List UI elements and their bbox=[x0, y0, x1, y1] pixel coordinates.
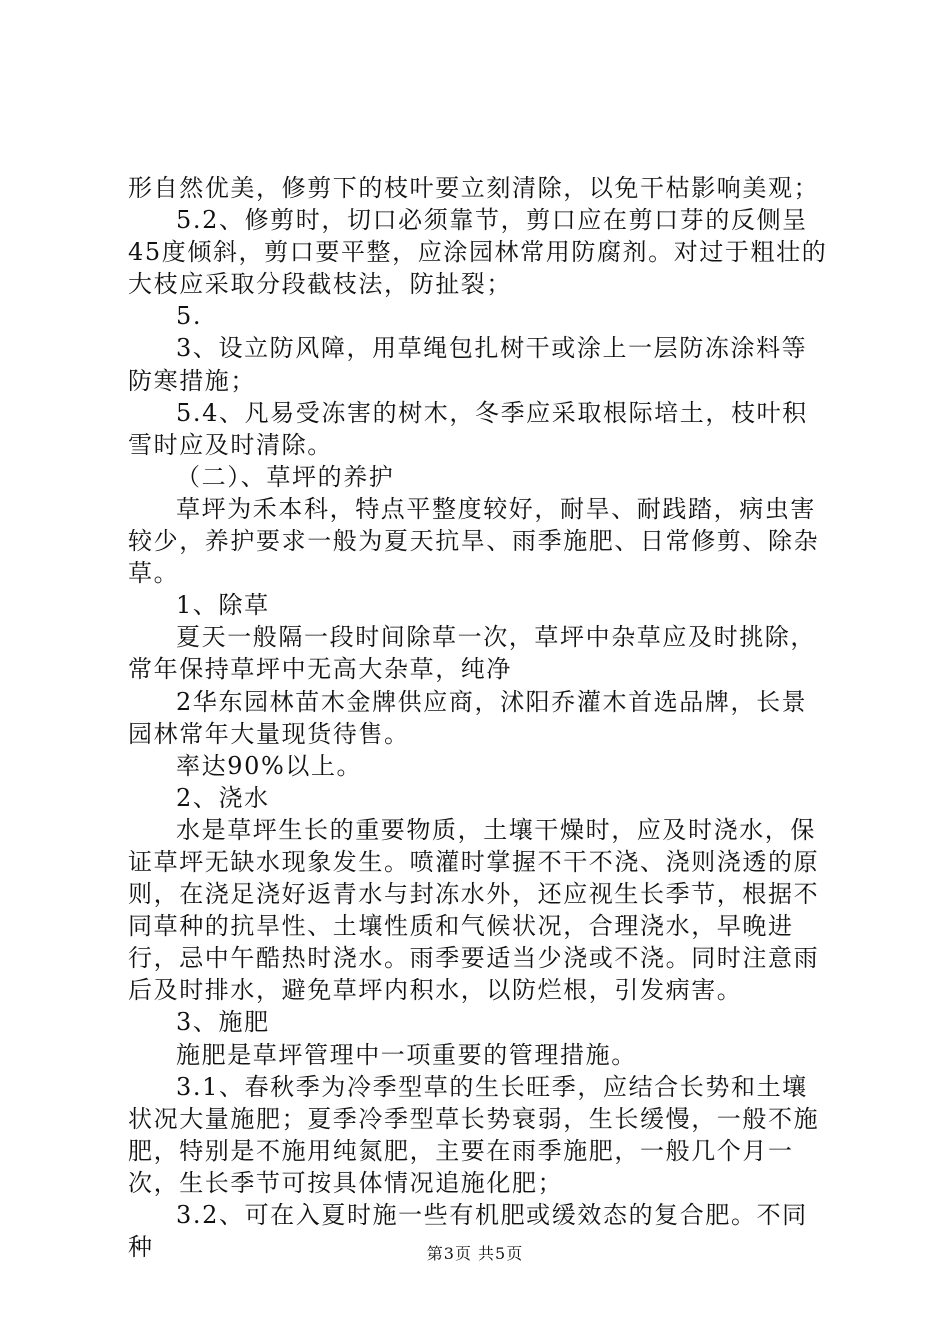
paragraph: 率达90%以上。 bbox=[176, 751, 363, 780]
paragraph: 夏天一般隔一段时间除草一次，草坪中杂草应及时挑除，常年保持草坪中无高大杂草，纯净 bbox=[128, 623, 816, 684]
paragraph: （二）、草坪的养护 bbox=[176, 462, 395, 491]
paragraph: 2华东园林苗木金牌供应商，沭阳乔灌木首选品牌，长景园林常年大量现货待售。 bbox=[128, 687, 808, 748]
paragraph: 5. bbox=[176, 302, 203, 331]
paragraph: 1、除草 bbox=[176, 591, 270, 620]
paragraph: 5.2、修剪时，切口必须靠节，剪口应在剪口芽的反侧呈45度倾斜，剪口要平整，应涂园林常用防腐剂。对过于粗壮的大枝应采取分段截枝法，防扯裂； bbox=[128, 206, 828, 299]
paragraph: 3、施肥 bbox=[176, 1008, 270, 1037]
paragraph: 2、浇水 bbox=[176, 783, 270, 812]
paragraph: 3、设立防风障，用草绳包扎树干或涂上一层防冻涂料等防寒措施； bbox=[128, 334, 808, 395]
paragraph: 3.1、春秋季为冷季型草的生长旺季，应结合长势和土壤状况大量施肥；夏季冷季型草长势衰弱，生长缓慢，一般不施肥，特别是不施用纯氮肥，主要在雨季施肥，一般几个月一次，生长季节可按具体情况追施化肥； bbox=[128, 1072, 820, 1197]
paragraph: 3.2、可在入夏时施一些有机肥或缓效态的复合肥。不同种 bbox=[128, 1201, 808, 1262]
document-body bbox=[128, 172, 828, 1263]
paragraph: 施肥是草坪管理中一项重要的管理措施。 bbox=[176, 1040, 637, 1069]
paragraph: 水是草坪生长的重要物质，土壤干燥时，应及时浇水，保证草坪无缺水现象发生。喷灌时掌握不干不浇、浇则浇透的原则，在浇足浇好返青水与封冻水外，还应视生长季节，根据不同草种的抗旱性、土壤性质和气候状况，合理浇水，早晚进行，忌中午酷热时浇水。雨季要适当少浇或不浇。同时注意雨后及时排水，避免草坪内积水，以防烂根，引发病害。 bbox=[128, 815, 820, 1005]
paragraph: 形自然优美，修剪下的枝叶要立刻清除，以免干枯影响美观； bbox=[128, 174, 820, 202]
paragraph: 5.4、凡易受冻害的树木，冬季应采取根际培土，枝叶积雪时应及时清除。 bbox=[128, 398, 808, 459]
page-footer: 第3页 共5页 bbox=[426, 1244, 524, 1263]
paragraph: 草坪为禾本科，特点平整度较好，耐旱、耐践踏，病虫害较少，养护要求一般为夏天抗旱、雨季施肥、日常修剪、除杂草。 bbox=[128, 494, 820, 588]
